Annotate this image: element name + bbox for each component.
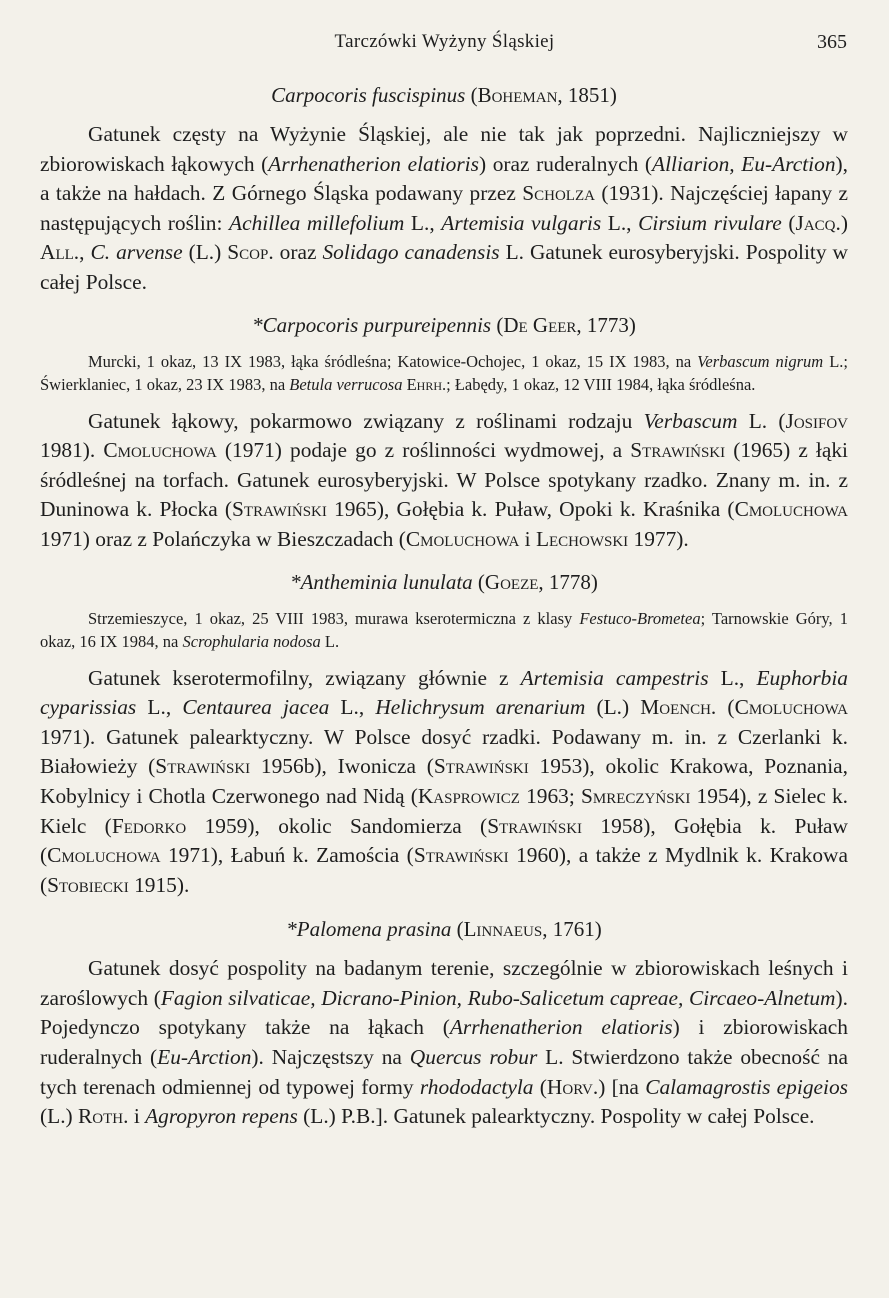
text: ( (716, 695, 735, 720)
author-citation: Fedorko (111, 813, 187, 838)
taxon-name: Euphorbia cyparissias (40, 665, 848, 720)
taxon-name: Arrhenatherion elatioris (449, 1015, 673, 1040)
author-citation: Strawiński (630, 438, 726, 463)
taxon-name: Cirsium rivulare (638, 210, 782, 235)
author-citation: Strawiński (155, 754, 251, 779)
author-citation: Cmoluchowa (734, 695, 848, 720)
text: 1977). (628, 526, 689, 551)
running-title: Tarczówki Wyżyny Śląskiej (334, 31, 555, 52)
species-author: (Goeze, 1778) (477, 569, 598, 594)
text: 1954), z Sielec k. Kielc ( (40, 783, 848, 838)
text: 1915). (128, 872, 190, 897)
text: (L.) (182, 240, 228, 265)
text: Gatunek dosyć pospolity na badanym terenie, szczególnie w zbiorowiskach leśnych i zaroślowych ( (40, 956, 848, 1010)
author-citation: Stobiecki (47, 872, 129, 897)
text: 1958), Gołębia k. Puław ( (40, 813, 848, 868)
text: Strzemieszyce, 1 okaz, 25 VIII 1983, murawa kserotermiczna z klasy (88, 608, 580, 628)
text: L. (320, 632, 340, 652)
text: 1971) oraz z Polańczyka w Bieszczadach ( (40, 526, 406, 551)
taxon-name: Verbascum (643, 408, 738, 433)
taxon-name: Agropyron repens (145, 1104, 298, 1129)
taxon-name: Centaurea jacea (182, 695, 330, 720)
author-citation: Cmoluchowa (405, 526, 520, 551)
text: (1931). Najczęściej łapany z następujących roślin: (40, 181, 848, 235)
text: 1971), Łabuń k. Zamościa ( (160, 843, 414, 868)
section-gap (40, 298, 848, 310)
text: L., (708, 665, 757, 690)
text: ), a także na hałdach. Z Górnego Śląska podawany przez (40, 151, 848, 206)
taxon-name: Verbascum nigrum (697, 351, 824, 371)
text: ) [na (598, 1074, 646, 1099)
text: ) oraz ruderalnych ( (478, 151, 653, 176)
text: (1965) z łąki śródleśnej na torfach. Gatunek eurosyberyjski. W Polsce spotykany rzadko. Znany m. in. z Duninowa k. Płocka ( (40, 438, 849, 522)
text: 1965), Gołębia k. Puław, Opoki k. Kraśnika ( (326, 497, 735, 522)
text: (L.) (40, 1104, 79, 1129)
author-citation: Smreczyński (580, 783, 691, 808)
species-name: Carpocoris fuscispinus (271, 83, 466, 107)
species-author: (De Geer, 1773) (496, 312, 636, 337)
taxon-name: Solidago canadensis (322, 240, 500, 265)
text: (L.) (585, 695, 641, 720)
text: ; Łabędy, 1 okaz, 12 VIII 1984, łąka śródleśna. (446, 375, 756, 395)
text: 1971). Gatunek palearktyczny. W Polsce dosyć rzadki. Podawany m. in. z Czerlanki k. Białowieży ( (40, 724, 848, 779)
text: ) i zbiorowiskach ruderalnych ( (40, 1015, 848, 1070)
text: 1959), okolic Sandomierza ( (186, 813, 488, 838)
taxon-name: Helichrysum arenarium (375, 695, 586, 720)
text: ) (840, 210, 848, 235)
text: ( (781, 210, 796, 235)
text: 1981). (40, 438, 104, 463)
author-citation: Moench. (640, 695, 717, 720)
taxon-name: Quercus robur (409, 1045, 538, 1070)
text: L. ( (737, 408, 786, 433)
author-citation: All. (40, 240, 80, 265)
text: ). Pojedynczo spotykany także na łąkach ( (40, 985, 848, 1040)
taxon-name: Artemisia campestris (520, 665, 709, 690)
author-citation: Strawiński (413, 843, 509, 868)
species-heading-antheminia-lunulata (40, 567, 848, 597)
text: Murcki, 1 okaz, 13 IX 1983, łąka śródleśna; Katowice-Ochojec, 1 okaz, 15 IX 1983, na (88, 351, 698, 371)
species-author: (Linnaeus, 1761) (456, 917, 602, 942)
specimen-records (40, 607, 848, 654)
text: oraz (273, 240, 323, 265)
taxon-name: Festuco-Brometea (579, 608, 701, 628)
text: (1971) podaje go z roślinności wydmowej, a (216, 438, 631, 463)
species-description (40, 954, 848, 1132)
author-citation: Ehrh. (406, 375, 447, 395)
text: Gatunek częsty na Wyżynie Śląskiej, ale nie tak jak poprzedni. Najliczniejszy w zbiorowiskach łąkowych ( (40, 122, 848, 176)
author-citation: Jacq. (795, 210, 841, 235)
species-name: *Carpocoris purpureipennis (252, 312, 492, 337)
article-body (40, 80, 848, 1132)
text: L. Gatunek eurosyberyjski. Pospolity w całej Polsce. (40, 240, 848, 294)
text: L., (601, 210, 639, 235)
author-citation: Roth. (78, 1104, 129, 1129)
taxon-name: Artemisia vulgaris (441, 210, 602, 235)
text: , (79, 240, 91, 265)
author-citation: Cmoluchowa (47, 843, 161, 868)
text: 1956b), Iwonicza ( (250, 754, 434, 779)
text: Gatunek łąkowy, pokarmowo związany z roślinami rodzaju (88, 408, 644, 433)
species-description (40, 664, 848, 901)
text: Gatunek kserotermofilny, związany głównie z (88, 665, 521, 690)
text: L.; Świerklaniec, 1 okaz, 23 IX 1983, na (40, 351, 848, 395)
section-gap (40, 555, 848, 567)
text: 1953), okolic Krakowa, Poznania, Kobylnicy i Chotla Czerwonego nad Nidą ( (40, 754, 848, 808)
text: ( (533, 1074, 547, 1099)
text: 1963; (519, 783, 581, 808)
taxon-name: Calamagrostis epigeios (645, 1074, 848, 1099)
taxon-name: Betula verrucosa (289, 375, 403, 395)
text: L., (404, 210, 442, 235)
text: i (128, 1104, 146, 1129)
author-citation: Scholza (522, 181, 595, 206)
text: ). Najczęstszy na (251, 1045, 410, 1070)
author-citation: Strawiński (232, 497, 327, 522)
species-name: *Antheminia lunulata (290, 569, 473, 594)
taxon-name: Achillea millefolium (229, 210, 405, 235)
species-description (40, 120, 848, 298)
species-heading-carpocoris-fuscispinus (40, 80, 848, 110)
species-author: (Boheman, 1851) (470, 83, 617, 107)
author-citation: Scop. (227, 240, 274, 265)
species-name: *Palomena prasina (286, 917, 452, 942)
taxon-name: Fagion silvaticae, Dicrano-Pinion, Rubo-Salicetum capreae, Circaeo-Alnetum (160, 985, 836, 1010)
text: L., (136, 695, 183, 720)
taxon-name: Eu-Arction (157, 1045, 252, 1070)
text: ; Tarnowskie Góry, 1 okaz, 16 IX 1984, na (40, 608, 848, 652)
text: L., (329, 695, 376, 720)
text: 1960), a także z Mydlnik k. Krakowa ( (40, 843, 848, 897)
species-heading-carpocoris-purpureipennis (40, 310, 848, 340)
author-citation: Cmoluchowa (103, 438, 217, 463)
taxon-name: C. arvense (90, 240, 183, 265)
taxon-name: Arrhenatherion elatioris (268, 151, 479, 176)
running-head (0, 31, 889, 61)
author-citation: Horv. (546, 1074, 599, 1099)
author-citation: Strawiński (433, 754, 529, 779)
author-citation: Josifov (785, 408, 849, 433)
author-citation: Kasprowicz (417, 783, 520, 808)
author-citation: Cmoluchowa (734, 497, 848, 522)
page-number: 365 (817, 31, 847, 53)
taxon-name: Scrophularia nodosa (182, 632, 321, 652)
text: L. Stwierdzono także obecność na tych terenach odmiennej od typowej formy (40, 1045, 848, 1099)
text: (L.) P.B.]. Gatunek palearktyczny. Pospolity w całej Polsce. (297, 1104, 815, 1129)
specimen-records (40, 350, 848, 397)
author-citation: Lechowski (535, 526, 629, 551)
section-gap (40, 900, 848, 914)
taxon-name: rhododactyla (419, 1074, 534, 1099)
species-description (40, 407, 848, 555)
text: i (519, 526, 536, 551)
author-citation: Strawiński (487, 813, 583, 838)
species-heading-palomena-prasina (40, 914, 848, 944)
taxon-name: Alliarion, Eu-Arction (652, 151, 836, 176)
